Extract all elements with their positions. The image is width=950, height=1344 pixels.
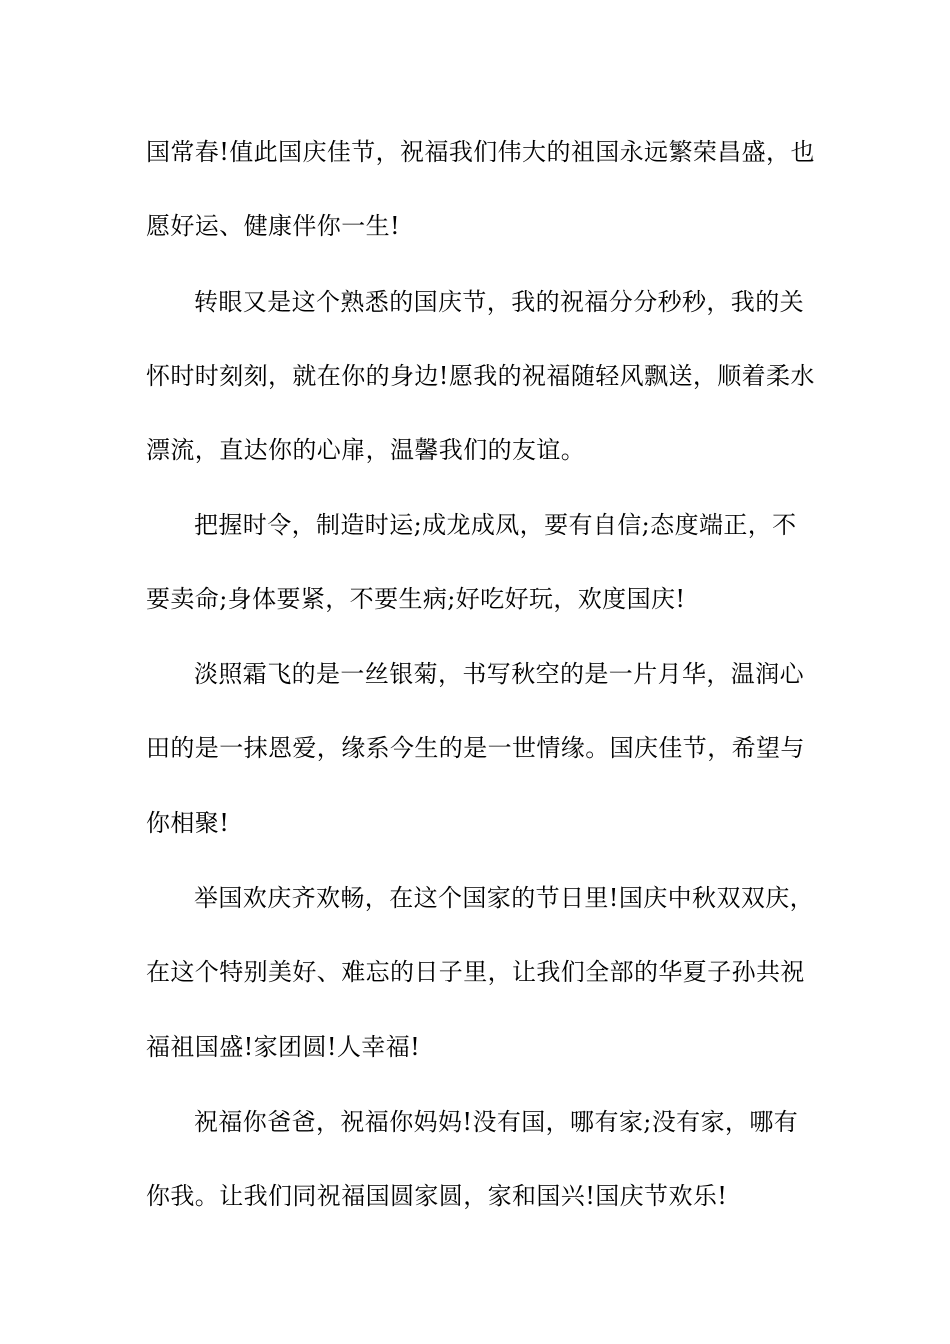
text-line: 在这个特别美好、难忘的日子里，让我们全部的华夏子孙共祝	[146, 958, 805, 986]
text-line: 国常春!值此国庆佳节，祝福我们伟大的祖国永远繁荣昌盛，也	[146, 138, 815, 166]
paragraph-first-line: 把握时令，制造时运;成龙成凤，要有自信;态度端正，不	[194, 511, 797, 539]
paragraph-first-line: 淡照霜飞的是一丝银菊，书写秋空的是一片月华，温润心	[194, 660, 804, 688]
paragraph-first-line: 转眼又是这个熟悉的国庆节，我的祝福分分秒秒，我的关	[194, 288, 804, 316]
text-line: 福祖国盛!家团圆!人幸福!	[146, 1033, 421, 1061]
text-line: 怀时时刻刻，就在你的身边!愿我的祝福随轻风飘送，顺着柔水	[146, 362, 815, 390]
text-line: 你我。让我们同祝福国圆家圆，家和国兴!国庆节欢乐!	[146, 1182, 728, 1210]
text-line: 要卖命;身体要紧，不要生病;好吃好玩，欢度国庆!	[146, 585, 686, 613]
text-line: 漂流，直达你的心扉，温馨我们的友谊。	[146, 436, 586, 464]
text-line: 愿好运、健康伴你一生!	[146, 212, 401, 240]
text-line: 你相聚!	[146, 809, 230, 837]
paragraph-first-line: 举国欢庆齐欢畅，在这个国家的节日里!国庆中秋双双庆，	[194, 884, 815, 912]
paragraph-first-line: 祝福你爸爸，祝福你妈妈!没有国，哪有家;没有家，哪有	[194, 1108, 799, 1136]
text-line: 田的是一抹恩爱，缘系今生的是一世情缘。国庆佳节，希望与	[146, 734, 805, 762]
